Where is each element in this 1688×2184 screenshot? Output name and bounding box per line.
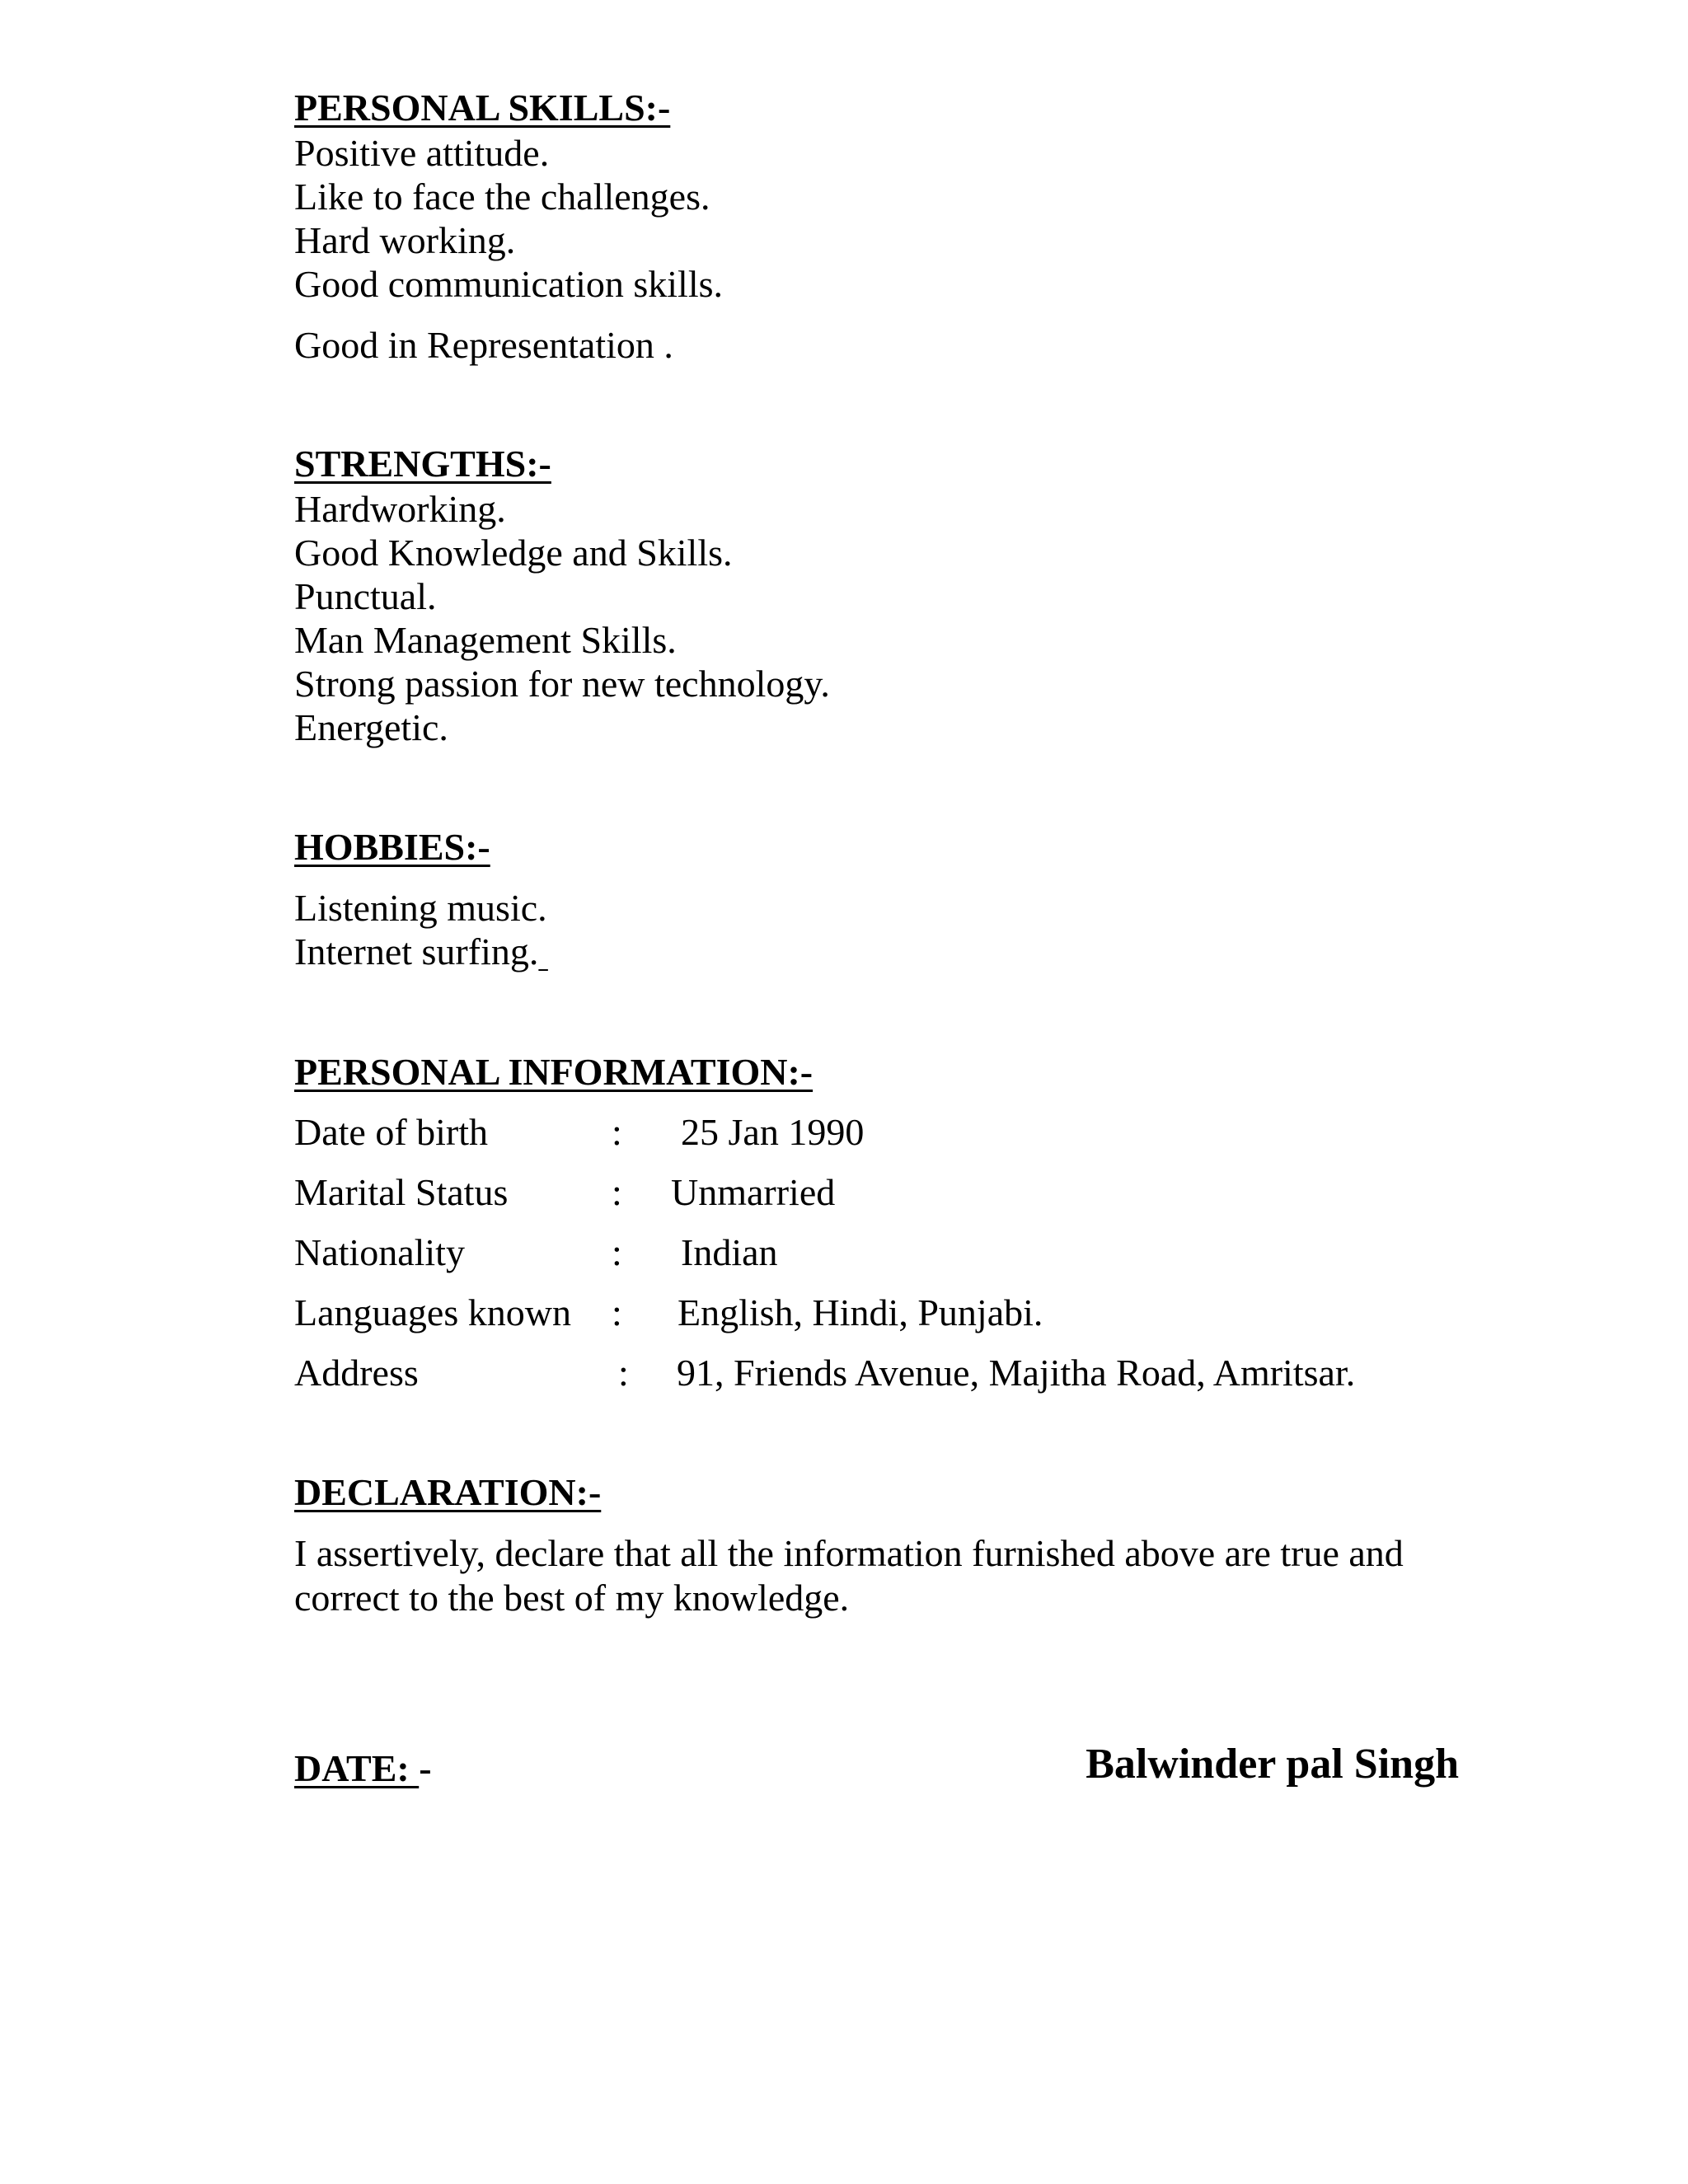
strength-item: Good Knowledge and Skills. bbox=[294, 532, 733, 574]
info-separator: : bbox=[612, 1111, 622, 1153]
date-label-text: DATE: bbox=[294, 1747, 420, 1789]
info-label-address: Address bbox=[294, 1352, 419, 1394]
info-label-nationality: Nationality bbox=[294, 1231, 465, 1273]
info-separator: : bbox=[618, 1352, 629, 1394]
personal-skill-item: Good communication skills. bbox=[294, 263, 724, 305]
info-label-date-of-birth: Date of birth bbox=[294, 1111, 489, 1153]
info-label-languages-known: Languages known bbox=[294, 1291, 571, 1333]
strengths-heading: STRENGTHS:- bbox=[294, 443, 551, 485]
info-separator: : bbox=[612, 1171, 622, 1213]
personal-skill-item: Like to face the challenges. bbox=[294, 176, 710, 218]
info-label-marital-status: Marital Status bbox=[294, 1171, 509, 1213]
hobby-item: Listening music. bbox=[294, 887, 547, 929]
signature-name: Balwinder pal Singh bbox=[1085, 1741, 1459, 1788]
hobby-item bbox=[294, 930, 548, 972]
personal-skills-heading: PERSONAL SKILLS:- bbox=[294, 87, 671, 129]
strength-item: Punctual. bbox=[294, 575, 437, 617]
info-value-marital-status: Unmarried bbox=[671, 1171, 836, 1213]
strength-item: Strong passion for new technology. bbox=[294, 663, 830, 705]
info-value-address: 91, Friends Avenue, Majitha Road, Amritsar. bbox=[677, 1352, 1356, 1394]
strength-item: Man Management Skills. bbox=[294, 619, 677, 661]
trailing-underline bbox=[538, 930, 548, 972]
personal-skill-item: Hard working. bbox=[294, 219, 516, 261]
hobby-item-text: Internet surfing. bbox=[294, 930, 539, 972]
personal-information-heading: PERSONAL INFORMATION:- bbox=[294, 1051, 814, 1093]
strength-item: Energetic. bbox=[294, 706, 448, 748]
hobbies-heading: HOBBIES:- bbox=[294, 826, 490, 868]
date-dash: - bbox=[419, 1747, 432, 1789]
info-value-languages-known: English, Hindi, Punjabi. bbox=[678, 1291, 1043, 1333]
date-label bbox=[294, 1747, 432, 1789]
strength-item: Hardworking. bbox=[294, 488, 506, 530]
declaration-heading: DECLARATION:- bbox=[294, 1471, 602, 1513]
info-value-date-of-birth: 25 Jan 1990 bbox=[681, 1111, 865, 1153]
personal-skill-item: Positive attitude. bbox=[294, 132, 550, 174]
info-separator: : bbox=[612, 1291, 622, 1333]
personal-skill-item: Good in Representation . bbox=[294, 324, 673, 366]
info-value-nationality: Indian bbox=[681, 1231, 778, 1273]
declaration-text-line: correct to the best of my knowledge. bbox=[294, 1577, 850, 1619]
declaration-text-line: I assertively, declare that all the information furnished above are true and bbox=[294, 1532, 1404, 1574]
info-separator: : bbox=[612, 1231, 622, 1273]
